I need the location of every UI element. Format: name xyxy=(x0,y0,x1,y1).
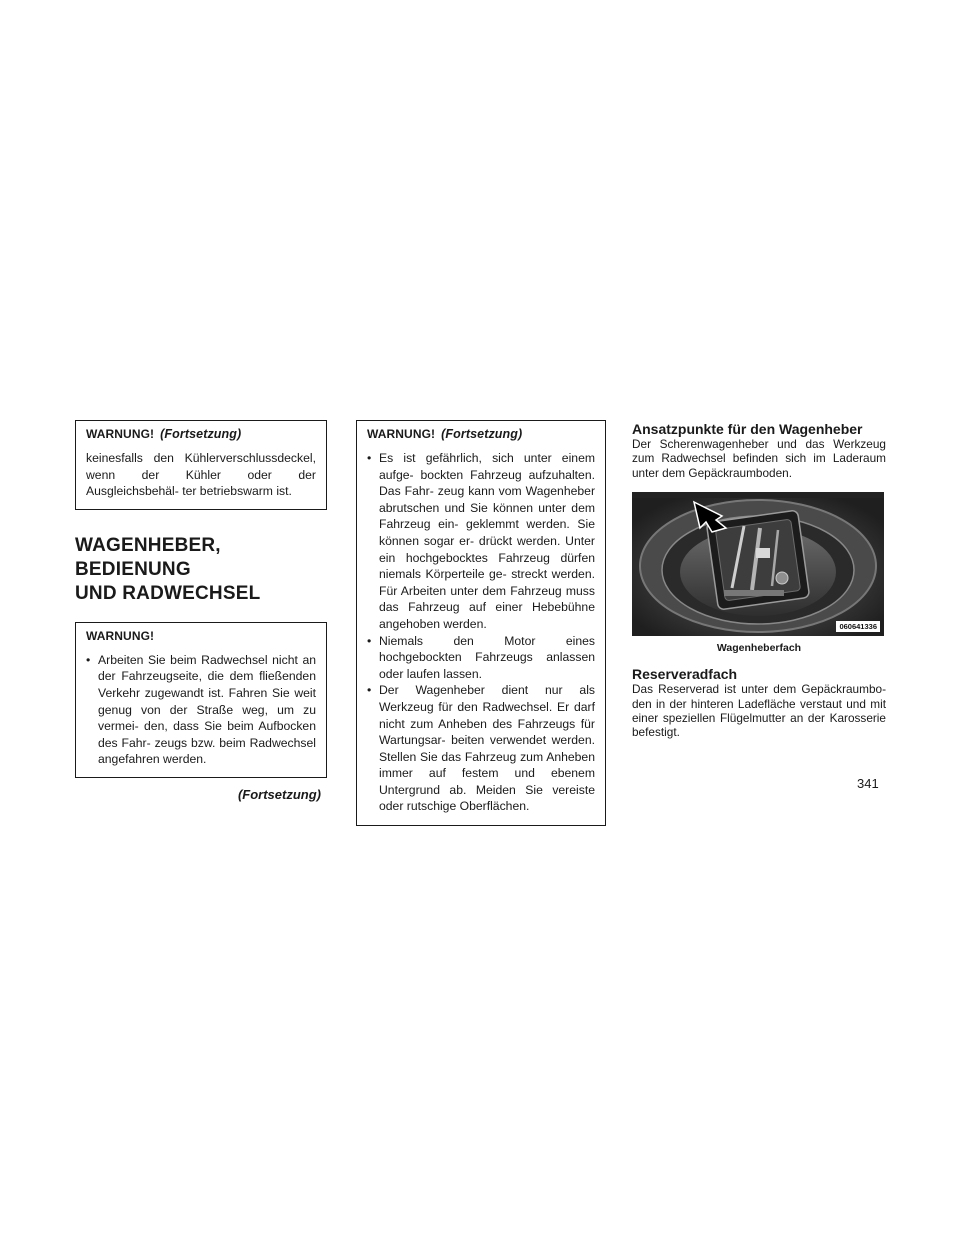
section-title xyxy=(75,534,327,606)
warning-list-item: • Niemals den Motor eines hochgebockten Fahrzeugs anlassen oder laufen lassen. xyxy=(367,633,595,683)
continued-note: (Fortsetzung) xyxy=(237,786,321,802)
warning-heading xyxy=(367,427,595,441)
section-title-line2: UND RADWECHSEL xyxy=(75,582,261,604)
warning-continued-label: (Fortsetzung) xyxy=(441,427,523,441)
left-column xyxy=(75,420,327,802)
warning-box-continued xyxy=(75,420,327,510)
warning-heading xyxy=(86,427,316,441)
warning-list-item: • Es ist gefährlich, sich unter einem aufge- bockten Fahrzeug aufzuhalten. Das Fahr- zeug kann vom Wagenheber abrutschen und Sie können unter dem Fahrzeug ein- geklemmt werden. Sie können sogar er- drückt werden. Unter ein hochgebocktes Fahrzeug dürfen niemals Körperteile ge- streckt werden. Für Arbeiten unter dem Fahrzeug muss das Fahrzeug auf einer Hebebühne angehoben werden. xyxy=(367,450,595,633)
jack-compartment-illustration xyxy=(632,492,884,636)
spare-wheel-heading: Reserveradfach xyxy=(632,666,738,683)
warning-heading: WARNUNG! xyxy=(86,628,155,643)
page-number: 341 xyxy=(857,776,879,791)
section-title-line1: WAGENHEBER, BEDIENUNG xyxy=(75,534,221,580)
warning-list xyxy=(367,450,595,815)
warning-continued-label: (Fortsetzung) xyxy=(160,427,242,441)
figure-caption: Wagenheberfach xyxy=(716,642,802,655)
warning-list-item: • Arbeiten Sie beim Radwechsel nicht an der Fahrzeugseite, die dem fließenden Verkehr zugewandt ist. Fahren Sie weit genug von der Straße weg, um zu vermei- den, dass Sie beim Aufbocken des Fahr- zeugs bzw. beim Radwechsel angefahren werden. xyxy=(86,652,316,768)
warning-text: keinesfalls den Kühlerverschlussdeckel, wenn der Kühler oder der Ausgleichsbehäl- ter betriebswarm ist. xyxy=(86,451,316,499)
warning-box-continued xyxy=(356,420,606,826)
jack-compartment-photo xyxy=(632,492,884,636)
warning-list xyxy=(86,652,316,768)
warning-list-item: • Der Wagenheber dient nur als Werkzeug für den Radwechsel. Er darf nicht zum Anheben des Fahrzeugs für Wartungsar- beiten verwendet werden. Stellen Sie das Fahrzeug zum Anheben immer auf festem und ebenem Untergrund ab. Meiden Sie vereiste oder rutschige Oberflächen. xyxy=(367,682,595,815)
figure-code: 060641336 xyxy=(836,621,880,632)
jack-points-heading: Ansatzpunkte für den Wagenheber xyxy=(632,421,863,437)
warning-label: WARNUNG! xyxy=(86,427,155,441)
middle-column xyxy=(356,420,606,826)
warning-box xyxy=(75,622,327,778)
jack-points-text: Der Scherenwagenheber und das Werkzeug zum Radwechsel befinden sich im Laderaum unter dem Gepäckraumboden. xyxy=(632,437,886,480)
right-column xyxy=(632,421,886,740)
spare-wheel-text: Das Reserverad ist unter dem Gepäckraumbo- den in der hinteren Ladefläche verstaut und mit einer speziellen Flügelmutter an der Karosserie befestigt. xyxy=(632,682,886,740)
warning-label: WARNUNG! xyxy=(367,427,436,441)
